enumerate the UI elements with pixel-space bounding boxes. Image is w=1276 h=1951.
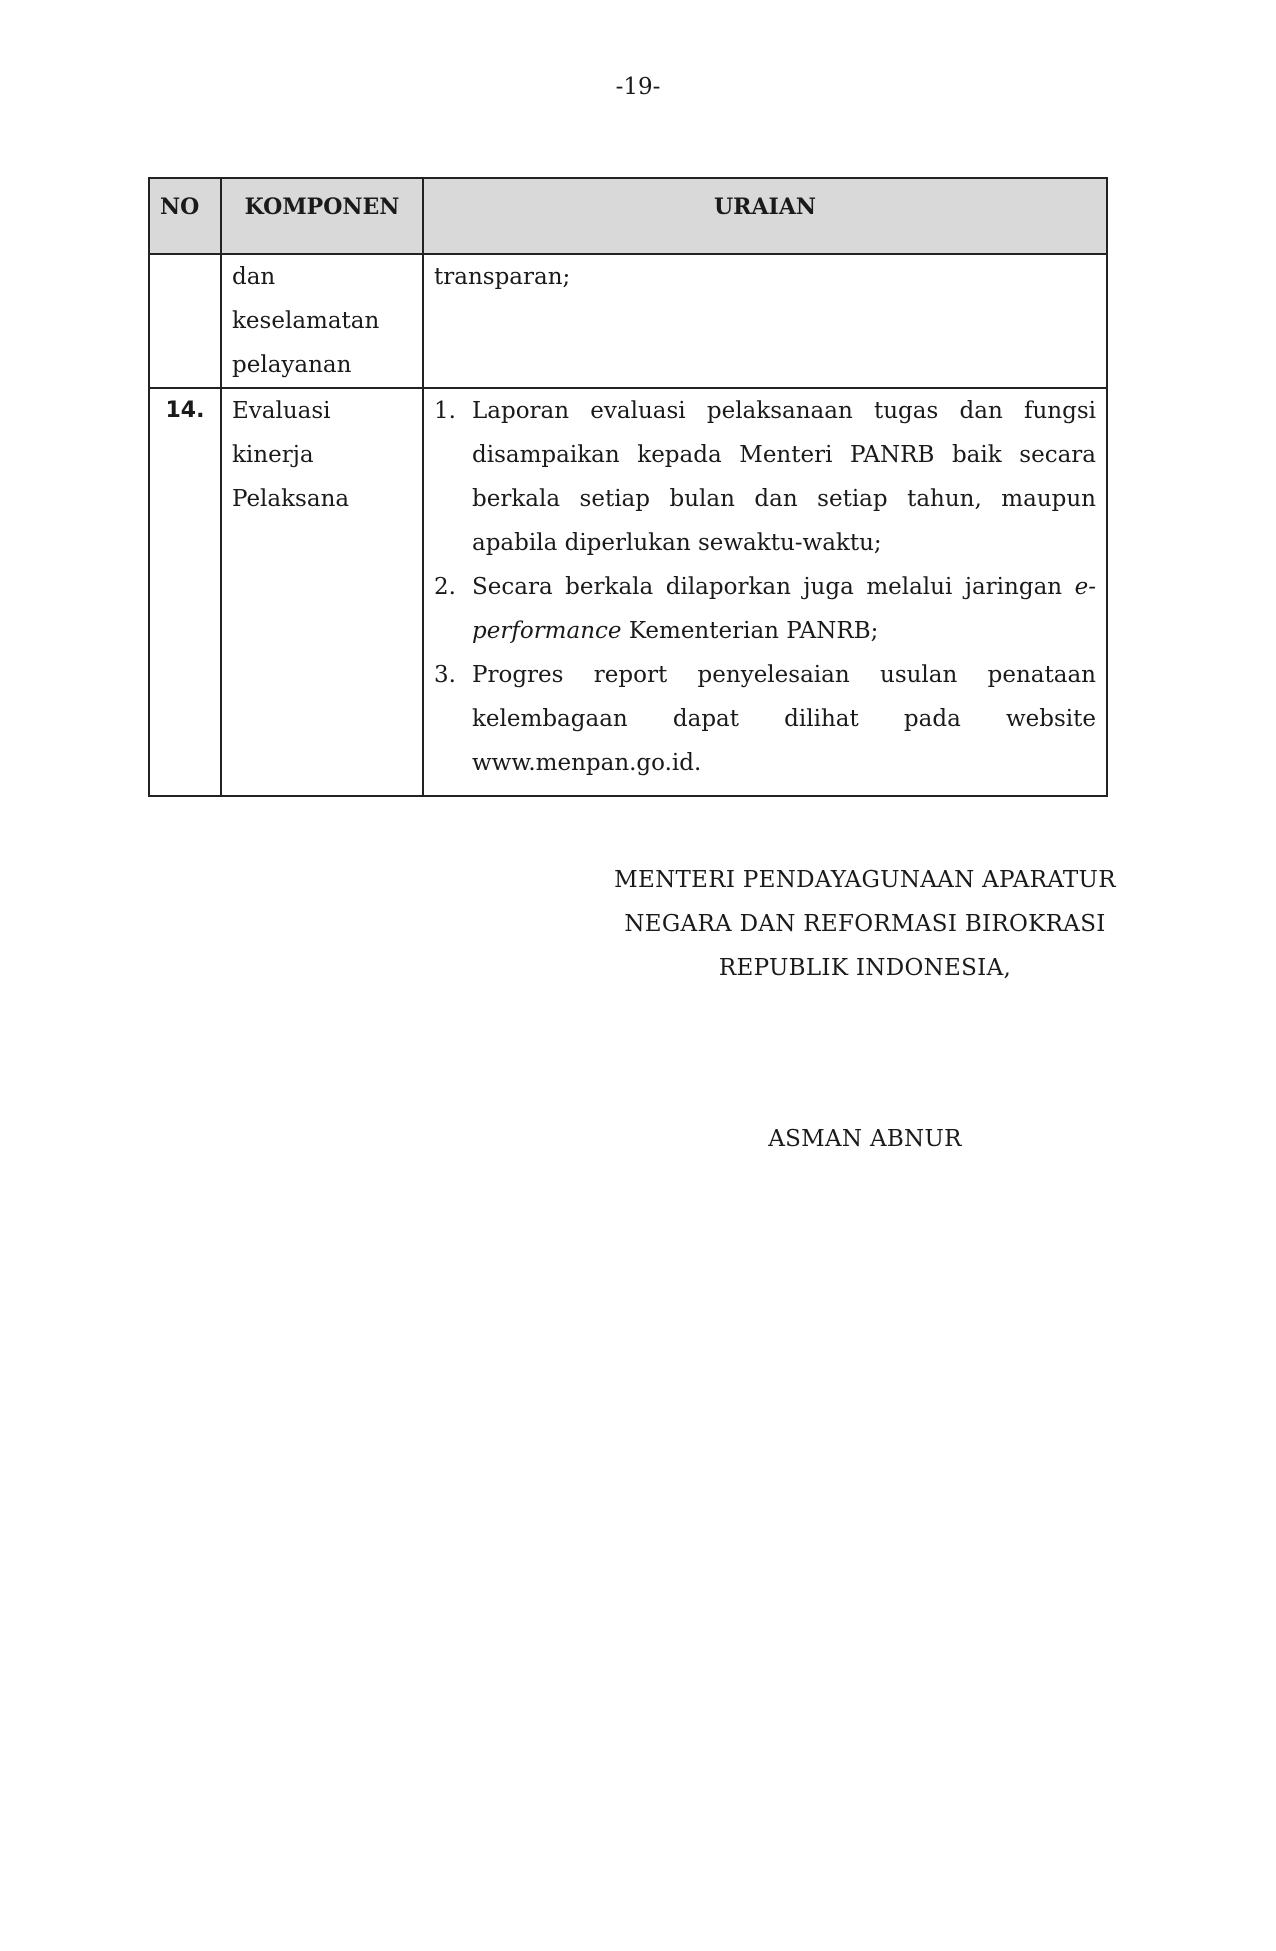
list-item-text: Kementerian PANRB; xyxy=(621,618,879,644)
table-row-continuation xyxy=(149,254,1107,388)
cell-komponen-14 xyxy=(221,388,423,796)
komponen-line: Evaluasi xyxy=(232,398,331,424)
cell-no-empty xyxy=(149,254,221,388)
list-item xyxy=(434,389,1096,565)
page-number: -19- xyxy=(615,74,661,100)
list-item-number: 2. xyxy=(434,574,456,600)
table-row-14 xyxy=(149,388,1107,796)
list-item-italic-term: e-performance xyxy=(472,574,1096,644)
list-item xyxy=(434,653,1096,795)
list-item-number: 3. xyxy=(434,662,456,688)
komponen-line: kinerja xyxy=(232,442,314,468)
cell-komponen-continuation xyxy=(221,254,423,388)
komponen-line: Pelaksana xyxy=(232,486,350,512)
signature-title-line: MENTERI PENDAYAGUNAAN APARATUR xyxy=(614,867,1116,893)
list-item-text: Progres report penyelesaian usulan penataan kelembagaan dapat dilihat pada website www.menpan.go.id. xyxy=(472,662,1096,776)
komponen-line: dan xyxy=(232,264,276,290)
signature-title-line: REPUBLIK INDONESIA, xyxy=(718,955,1012,981)
cell-uraian-14 xyxy=(423,388,1107,796)
signature-title-line: NEGARA DAN REFORMASI BIROKRASI xyxy=(624,911,1106,937)
header-no: NO xyxy=(149,178,221,254)
list-item xyxy=(434,565,1096,653)
list-item-text: Secara berkala dilaporkan juga melalui jaringan xyxy=(472,574,1075,600)
header-komponen: KOMPONEN xyxy=(221,178,423,254)
cell-uraian-continuation: transparan; xyxy=(423,254,1107,388)
list-item-text: Laporan evaluasi pelaksanaan tugas dan fungsi disampaikan kepada Menteri PANRB baik secara berkala setiap bulan dan setiap tahun, maupun apabila diperlukan sewaktu-waktu; xyxy=(472,398,1096,556)
signer-name: ASMAN ABNUR xyxy=(768,1126,962,1152)
uraian-list xyxy=(434,389,1096,795)
header-uraian: URAIAN xyxy=(423,178,1107,254)
komponen-line: pelayanan xyxy=(232,352,352,378)
table-header-row xyxy=(149,178,1107,254)
list-item-number: 1. xyxy=(434,398,456,424)
signature-block xyxy=(600,858,1130,990)
cell-no-14: 14. xyxy=(149,388,221,796)
komponen-line: keselamatan xyxy=(232,308,380,334)
regulation-table xyxy=(148,177,1108,797)
